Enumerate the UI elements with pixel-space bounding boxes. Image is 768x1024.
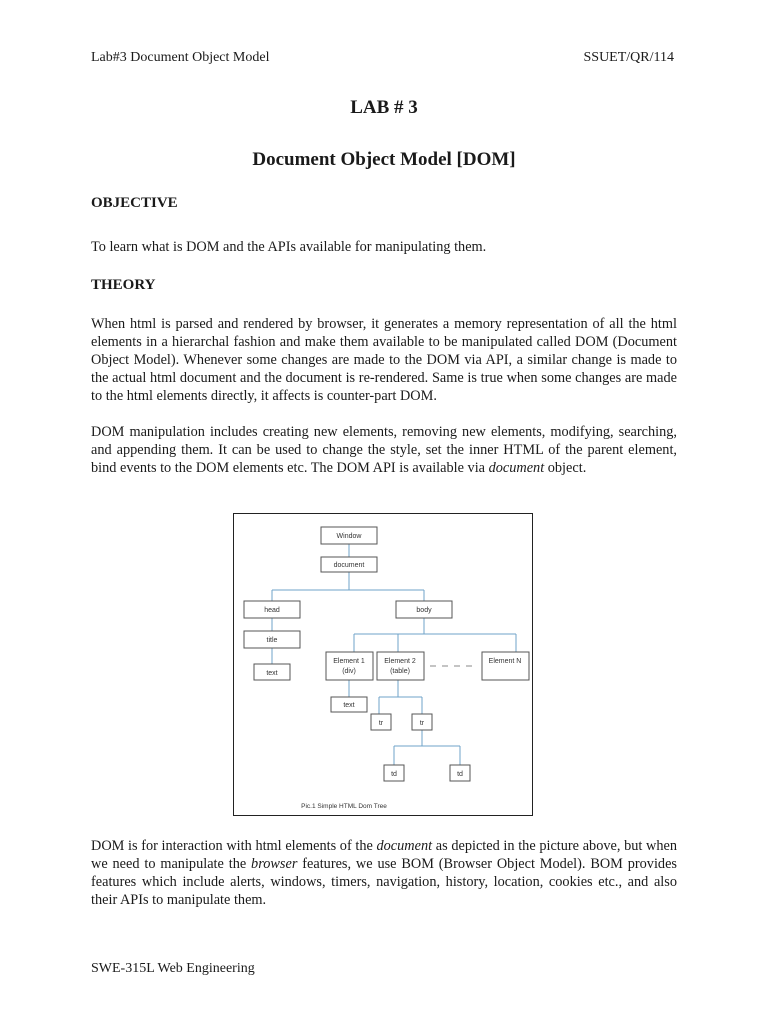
p3-text-a: DOM is for interaction with html elements of the xyxy=(91,838,377,854)
tree-nodes xyxy=(244,527,529,781)
node-text2-label: text xyxy=(343,702,355,709)
node-window-label: Window xyxy=(336,533,362,540)
dom-tree-diagram xyxy=(234,514,534,817)
node-title-label: title xyxy=(266,637,278,644)
p2-text-end: object. xyxy=(544,460,587,476)
node-text1-label: text xyxy=(266,670,278,677)
node-element1-box xyxy=(326,652,373,680)
p2-emphasis-document: document xyxy=(488,460,545,476)
node-document-label: document xyxy=(333,562,365,569)
p3-text-c: features, we use BOM (Browser Object Model). BOM provides features which include alerts, windows, timers, navigation, history, location, cookies etc., and also their APIs to manipulate them. xyxy=(91,856,677,908)
figure-caption: Pic.1 Simple HTML Dom Tree xyxy=(301,803,387,810)
node-head-label: head xyxy=(264,607,280,614)
lab-title: LAB # 3 xyxy=(350,97,418,118)
dom-tree-figure xyxy=(233,513,533,816)
footer: SWE-315L Web Engineering xyxy=(91,961,255,976)
node-elementN-box xyxy=(482,652,529,680)
document-title: Document Object Model [DOM] xyxy=(252,149,516,170)
node-element2-box xyxy=(377,652,424,680)
header-right: SSUET/QR/114 xyxy=(583,50,674,65)
node-elementN-label: Element N xyxy=(488,658,522,665)
node-element1-label-2: (div) xyxy=(342,668,356,675)
node-tr2-label: tr xyxy=(419,720,425,727)
p3-text-b: as depicted in the picture above, but when we need to manipulate the xyxy=(91,838,677,872)
theory-paragraph-1: When html is parsed and rendered by browser, it generates a memory representation of all the html elements in a hierarchal fashion and make them available to be manipulated called DOM (Document Object Model). Whenever some changes are made to the DOM via API, a similar change is made to the actual html document and the document is re-rendered. Same is true when some changes are made to the html elements directly, it affects is counter-part DOM. xyxy=(91,316,677,404)
header-left: Lab#3 Document Object Model xyxy=(91,50,270,65)
p3-emphasis-document: document xyxy=(376,838,433,854)
theory-heading: THEORY xyxy=(91,277,156,293)
p2-text-start: DOM manipulation includes creating new elements, removing new elements, modifying, searching, and appending them. It can be used to change the style, set the inner HTML of the parent element, bind events to the DOM elements etc. The DOM API is available via xyxy=(91,424,677,476)
p3-emphasis-browser: browser xyxy=(251,856,298,872)
objective-text: To learn what is DOM and the APIs available for manipulating them. xyxy=(91,239,487,255)
node-body-label: body xyxy=(416,607,432,614)
node-element2-label-1: Element 2 xyxy=(384,658,416,665)
theory-paragraph-2 xyxy=(91,423,677,477)
node-element1-label-1: Element 1 xyxy=(333,658,365,665)
theory-paragraph-3 xyxy=(91,837,677,909)
objective-heading: OBJECTIVE xyxy=(91,195,178,211)
node-td1-label: td xyxy=(391,771,397,778)
node-element2-label-2: (table) xyxy=(390,668,410,675)
node-tr1-label: tr xyxy=(378,720,384,727)
node-td2-label: td xyxy=(457,771,463,778)
